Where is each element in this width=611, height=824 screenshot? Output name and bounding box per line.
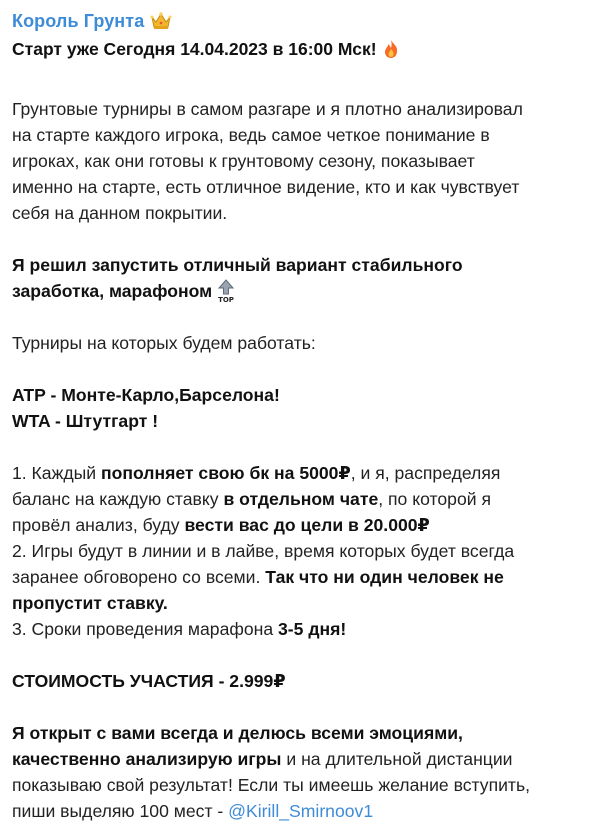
- announce-line: Я решил запустить отличный вариант стабильного: [12, 255, 463, 275]
- rule-text-bold: Так что ни один человек не: [265, 567, 504, 587]
- post-title-row: [12, 36, 583, 62]
- rule-3-line: [12, 616, 583, 642]
- channel-header: [12, 8, 583, 34]
- intro-line: игроках, как они готовы к грунтовому сезону, показывает: [12, 151, 475, 171]
- rule-2-line-3: пропустит ставку.: [12, 593, 168, 613]
- price-line: СТОИМОСТЬ УЧАСТИЯ - 2.999₽: [12, 671, 286, 691]
- top-arrow-icon: [216, 279, 236, 303]
- rule-text-bold: пополняет свою бк на 5000₽: [101, 463, 351, 483]
- rule-text: провёл анализ, буду: [12, 515, 185, 535]
- closing-paragraph: [12, 720, 583, 824]
- closing-line-3: показываю свой результат! Если ты имеешь желание вступить,: [12, 775, 531, 795]
- announce-text: заработка, марафоном: [12, 281, 213, 301]
- fire-icon: [383, 39, 399, 59]
- rule-text: , и я, распределяя: [350, 463, 501, 483]
- rule-2-line-2: [12, 564, 583, 590]
- rule-2-line-1: 2. Игры будут в линии и в лайве, время которых будет всегда: [12, 541, 515, 561]
- announce-paragraph: [12, 252, 583, 304]
- rule-1-line-3: [12, 512, 583, 538]
- rule-text-bold: в отдельном чате: [223, 489, 379, 509]
- closing-line-4: [12, 798, 583, 824]
- closing-text: пиши выделяю 100 мест -: [12, 801, 229, 821]
- intro-line: именно на старте, есть отличное видение, кто и как чувствует: [12, 177, 520, 197]
- rule-text: 1. Каждый: [12, 463, 101, 483]
- closing-text-bold: качественно анализирую игры: [12, 749, 282, 769]
- rule-text: 3. Сроки проведения марафона: [12, 619, 279, 639]
- rule-text: , по которой я: [378, 489, 491, 509]
- rules-list: [12, 460, 583, 642]
- rule-1-line-2: [12, 486, 583, 512]
- wta-line: WTA - Штутгарт !: [12, 411, 159, 431]
- announce-line-2: [12, 278, 583, 304]
- channel-name[interactable]: Король Грунта: [12, 10, 145, 31]
- tournaments-label: Турниры на которых будем работать:: [12, 333, 316, 353]
- intro-paragraph: [12, 96, 583, 226]
- rule-text-bold: 3-5 дня!: [278, 619, 347, 639]
- rule-text: заранее обговорено со всеми.: [12, 567, 266, 587]
- closing-line-2: [12, 746, 583, 772]
- crown-icon: [150, 11, 172, 31]
- post-title: Старт уже Сегодня 14.04.2023 в 16:00 Мск!: [12, 38, 377, 59]
- intro-line: на старте каждого игрока, ведь самое четкое понимание в: [12, 125, 490, 145]
- svg-text:TOP: TOP: [218, 296, 235, 303]
- contact-link[interactable]: @Kirill_Smirnoov1: [228, 801, 374, 821]
- closing-text: и на длительной дистанции: [281, 749, 513, 769]
- atp-line: ATP - Монте-Карло,Барселона!: [12, 385, 280, 405]
- intro-line: себя на данном покрытии.: [12, 203, 228, 223]
- rule-1-line-1: [12, 460, 583, 486]
- closing-line-1: Я открыт с вами всегда и делюсь всеми эмоциями,: [12, 723, 463, 743]
- intro-line: Грунтовые турниры в самом разгаре и я плотно анализировал: [12, 99, 523, 119]
- rule-text-bold: вести вас до цели в 20.000₽: [184, 515, 430, 535]
- rule-text: баланс на каждую ставку: [12, 489, 224, 509]
